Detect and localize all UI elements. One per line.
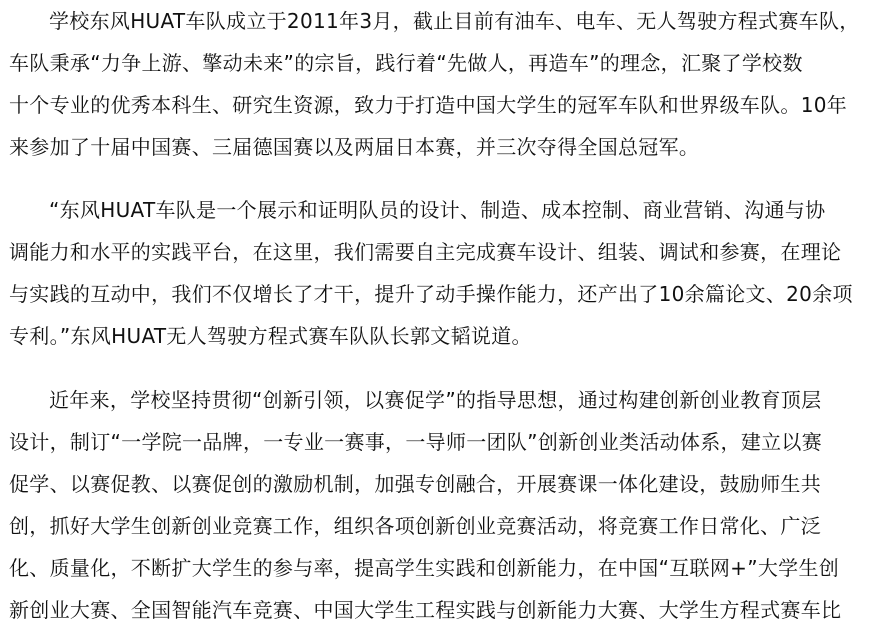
- text-line: 车队秉承“力争上游、擎动未来”的宗旨，践行着“先做人，再造车”的理念，汇聚了学校数: [9, 51, 803, 75]
- text-line: 近年来，学校坚持贯彻“创新引领，以赛促学”的指导思想，通过构建创新创业教育顶层: [49, 388, 822, 412]
- text-line: 专利。”东风HUAT无人驾驶方程式赛车队队长郭文韬说道。: [9, 324, 532, 348]
- paragraph-captain-quote: [9, 189, 889, 357]
- text-line: 调能力和水平的实践平台，在这里，我们需要自主完成赛车设计、组装、调试和参赛，在理论: [9, 240, 842, 264]
- text-line: 创，抓好大学生创新创业竞赛工作，组织各项创新创业竞赛活动，将竞赛工作日常化、广泛: [9, 514, 821, 538]
- paragraph-team-intro: [9, 0, 889, 168]
- text-line: 学校东风HUAT车队成立于2011年3月，截止目前有油车、电车、无人驾驶方程式赛车队，: [49, 9, 860, 33]
- text-line: 与实践的互动中，我们不仅增长了才干，提升了动手操作能力，还产出了10余篇论文、20余项: [9, 282, 853, 306]
- text-line: “东风HUAT车队是一个展示和证明队员的设计、制造、成本控制、商业营销、沟通与协: [49, 198, 826, 222]
- text-line: 设计，制订“一学院一品牌，一专业一赛事，一导师一团队”创新创业类活动体系，建立以赛: [9, 430, 823, 454]
- text-line: 促学、以赛促教、以赛促创的激励机制，加强专创融合，开展赛课一体化建设，鼓励师生共: [9, 472, 821, 496]
- text-line: 化、质量化，不断扩大学生的参与率，提高学生实践和创新能力，在中国“互联网+”大学生创: [9, 556, 840, 580]
- text-line: 来参加了十届中国赛、三届德国赛以及两届日本赛，并三次夺得全国总冠军。: [9, 135, 700, 159]
- text-line: 十个专业的优秀本科生、研究生资源，致力于打造中国大学生的冠军车队和世界级车队。10年: [9, 93, 848, 117]
- paragraph-innovation-policy: [9, 379, 889, 631]
- text-line: 新创业大赛、全国智能汽车竞赛、中国大学生工程实践与创新能力大赛、大学生方程式赛车比: [9, 598, 842, 622]
